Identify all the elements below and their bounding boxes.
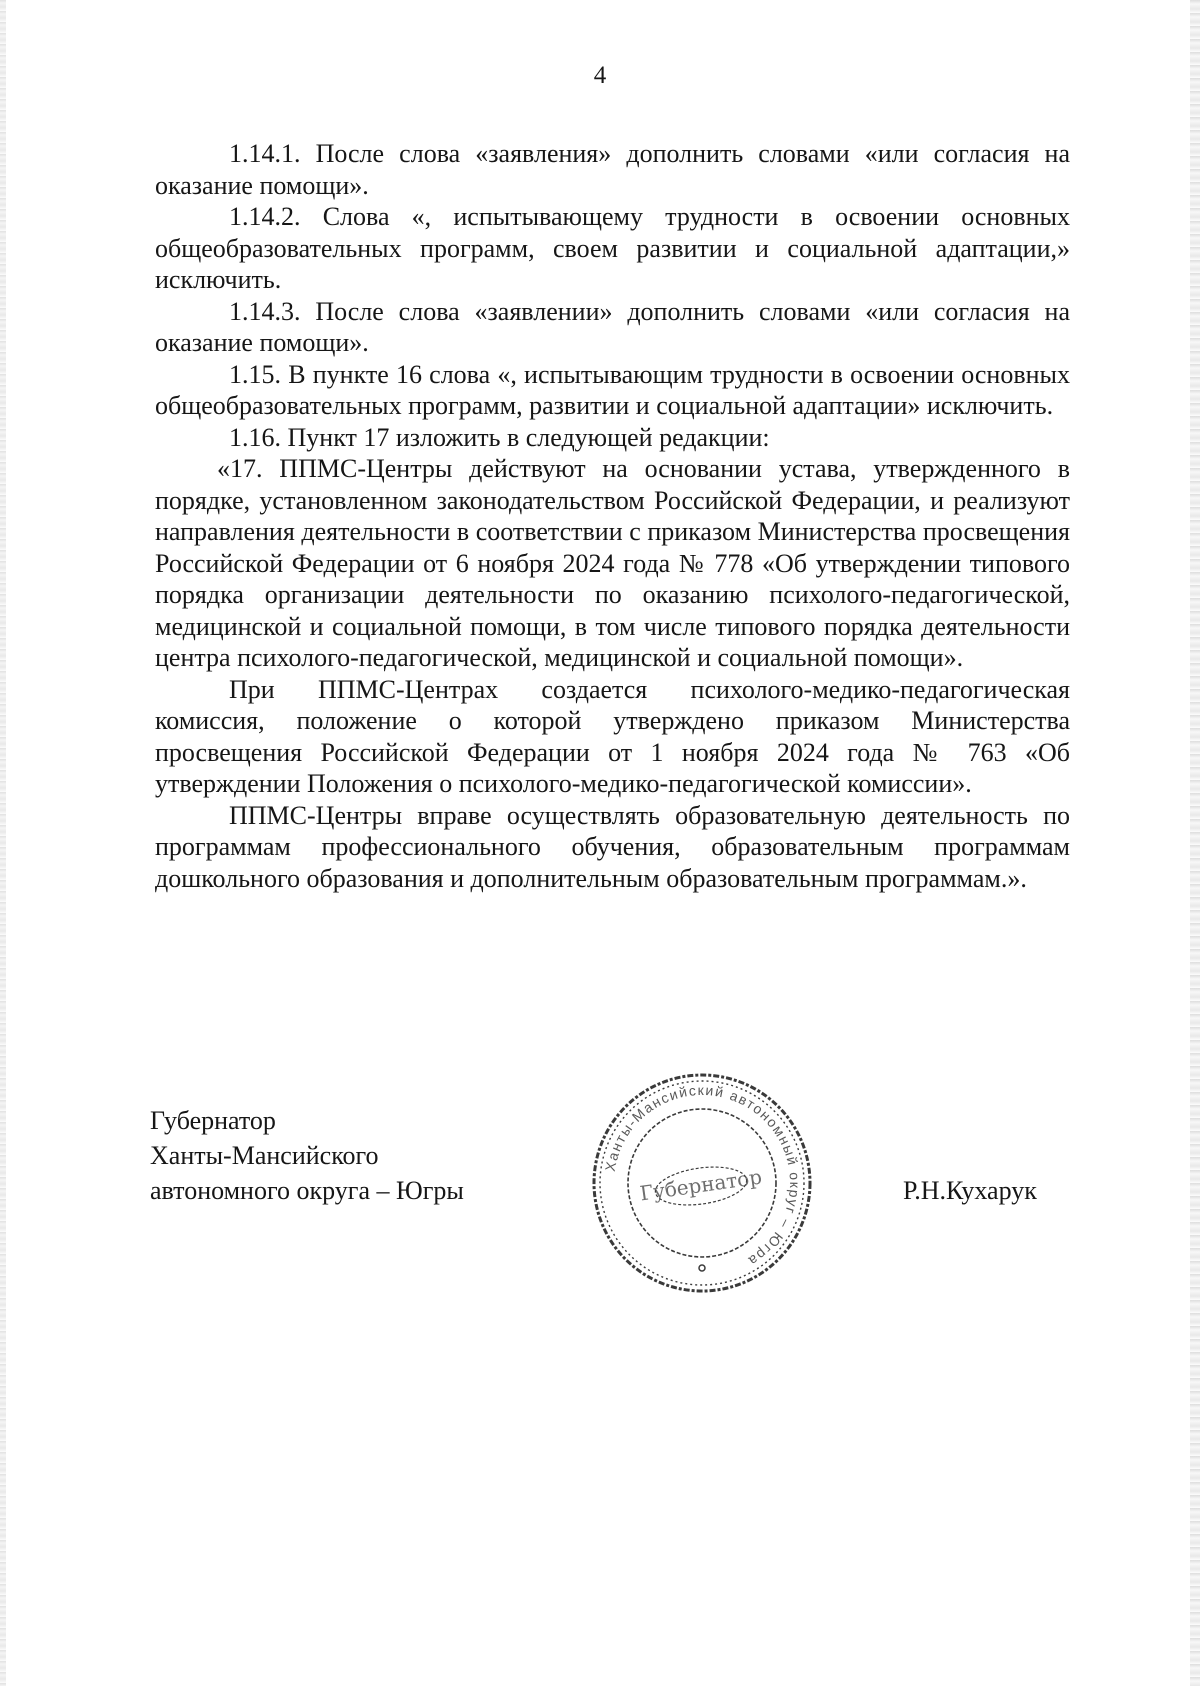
paragraph-1-14-3: 1.14.3. После слова «заявлении» дополнить словами «или согласия на оказание помощи». [155,296,1070,357]
signature-title-line-1: Губернатор [150,1106,276,1135]
document-body [155,138,1070,894]
signature-title-line-3: автономного округа – Югры [150,1176,464,1205]
scan-edge-right [1190,0,1200,1686]
paragraph-educational-activity: ППМС-Центры вправе осуществлять образовательную деятельность по программам профессионального обучения, образовательным программам дошкольного образования и дополнительным образовательным программам.». [155,800,1070,893]
seal-ring-text: Ханты-Мансийский автономный округ – Югра [601,1081,804,1270]
official-seal-stamp [587,1068,817,1298]
paragraph-commission: При ППМС-Центрах создается психолого-медико-педагогическая комиссия, положение о которой утверждено приказом Министерства просвещения Российской Федерации от 1 ноября 2024 года № 763 «Об утверждении Положения о психолого-медико-педагогической комиссии». [155,674,1070,798]
scan-edge-left [0,0,6,1686]
paragraph-1-14-2: 1.14.2. Слова «, испытывающему трудности в освоении основных общеобразовательных программ, своем развитии и социальной адаптации,» исключить. [155,202,1070,294]
paragraph-1-14-1: 1.14.1. После слова «заявления» дополнить словами «или согласия на оказание помощи». [155,139,1070,200]
signer-name: Р.Н.Кухарук [903,1176,1037,1205]
paragraph-item-17: «17. ППМС-Центры действуют на основании устава, утвержденного в порядке, установленном законодательством Российской Федерации, и реализуют направления деятельности в соответствии с приказом Министерства просвещения Российской Федерации от 6 ноября 2024 года № 778 «Об утверждении типового порядка организации деятельности по оказанию психолого-педагогической, медицинской и социальной помощи, в том числе типового порядка деятельности центра психолого-педагогической, медицинской и социальной помощи». [155,454,1070,672]
signature-title [150,1103,464,1208]
paragraph-1-16: 1.16. Пункт 17 изложить в следующей редакции: [229,422,770,452]
paragraph-1-15: 1.15. В пункте 16 слова «, испытывающим трудности в освоении основных общеобразовательных программ, развитии и социальной адаптации» исключить. [155,359,1070,420]
signature-title-line-2: Ханты-Мансийского [150,1141,379,1170]
page-number: 4 [593,62,607,89]
seal-center-text: Губернатор [638,1164,764,1206]
